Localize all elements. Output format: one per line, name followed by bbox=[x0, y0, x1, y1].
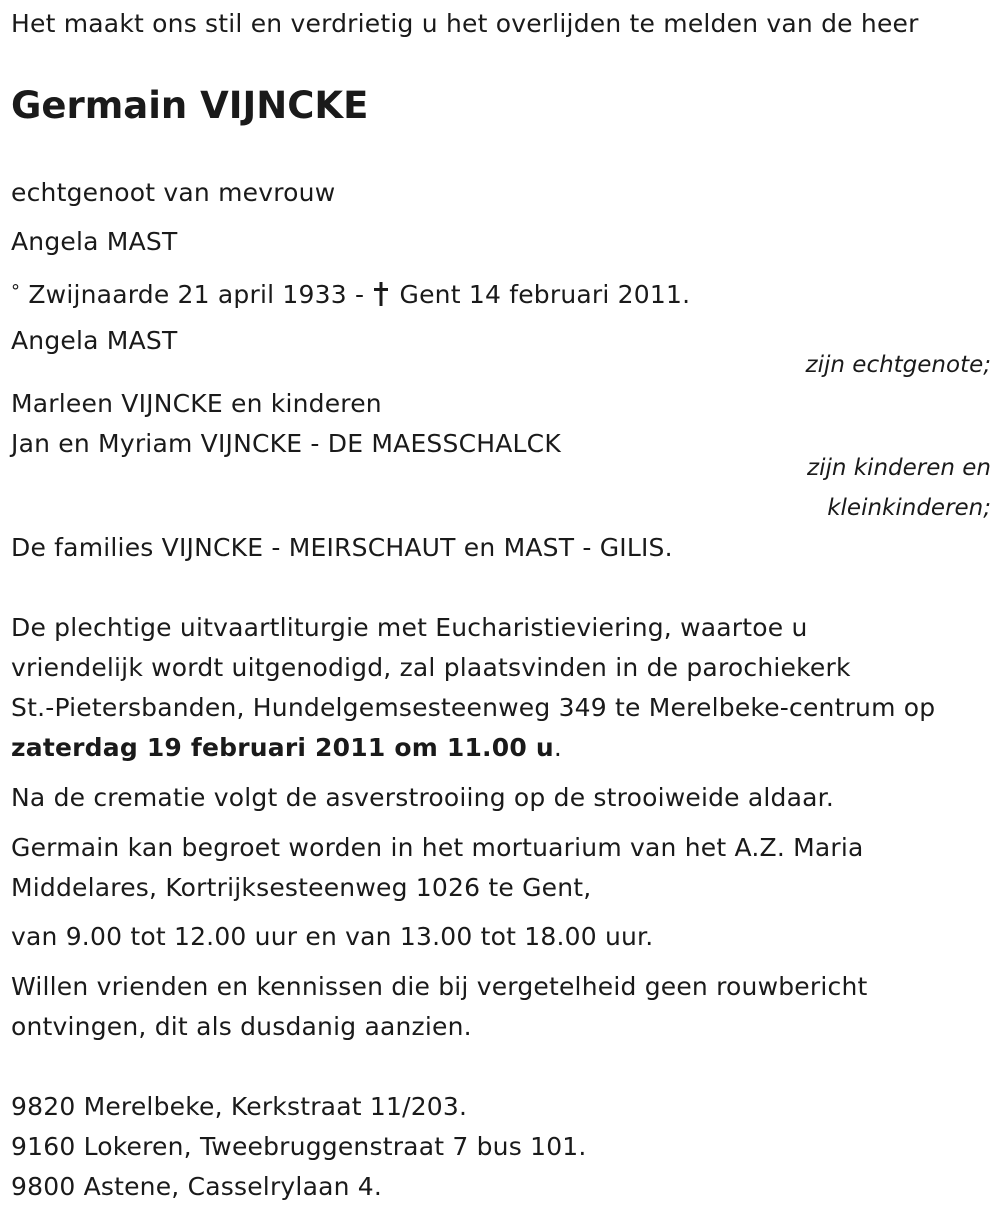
children-role-1: zijn kinderen en bbox=[807, 455, 991, 481]
notice-line-1: Willen vrienden en kennissen die bij vergetelheid geen rouwbericht bbox=[11, 972, 868, 1001]
funeral-date bbox=[11, 728, 562, 768]
notice-line-2: ontvingen, dit als dusdanig aanzien. bbox=[11, 1012, 472, 1041]
funeral-date-end: . bbox=[553, 733, 562, 762]
address-2: 9160 Lokeren, Tweebruggenstraat 7 bus 101. bbox=[11, 1132, 587, 1161]
children-role-2: kleinkinderen; bbox=[827, 495, 991, 521]
spouse-intro: echtgenoot van mevrouw bbox=[11, 178, 336, 207]
spouse-name: Angela MAST bbox=[11, 227, 178, 256]
birth-text: Zwijnaarde 21 april 1933 - bbox=[28, 280, 365, 309]
life-dates bbox=[11, 272, 690, 315]
visit-line-2: Middelares, Kortrijksesteenweg 1026 te Gent, bbox=[11, 873, 592, 902]
families-text: De families VIJNCKE - MEIRSCHAUT en MAST - GILIS. bbox=[11, 533, 673, 562]
funeral-line-2: vriendelijk wordt uitgenodigd, zal plaatsvinden in de parochiekerk bbox=[11, 653, 851, 682]
birth-mark: ° bbox=[11, 281, 21, 302]
address-3: 9800 Astene, Casselrylaan 4. bbox=[11, 1172, 383, 1201]
family-spouse: Angela MAST bbox=[11, 326, 178, 355]
family-child-1: Marleen VIJNCKE en kinderen bbox=[11, 389, 382, 418]
funeral-line-1: De plechtige uitvaartliturgie met Eucharistieviering, waartoe u bbox=[11, 613, 808, 642]
address-1: 9820 Merelbeke, Kerkstraat 11/203. bbox=[11, 1092, 468, 1121]
family-child-2: Jan en Myriam VIJNCKE - DE MAESSCHALCK bbox=[11, 429, 561, 458]
funeral-date-bold: zaterdag 19 februari 2011 om 11.00 u bbox=[11, 733, 554, 762]
cross-icon bbox=[374, 282, 388, 306]
deceased-name: Germain VIJNCKE bbox=[11, 84, 369, 127]
funeral-line-3: St.-Pietersbanden, Hundelgemsesteenweg 349 te Merelbeke-centrum op bbox=[11, 693, 936, 722]
visit-hours: van 9.00 tot 12.00 uur en van 13.00 tot 18.00 uur. bbox=[11, 922, 654, 951]
spouse-role: zijn echtgenote; bbox=[805, 352, 991, 378]
visit-line-1: Germain kan begroet worden in het mortuarium van het A.Z. Maria bbox=[11, 833, 864, 862]
death-text: Gent 14 februari 2011. bbox=[399, 280, 691, 309]
cremation-text: Na de crematie volgt de asverstrooiing op de strooiweide aldaar. bbox=[11, 783, 834, 812]
intro-text: Het maakt ons stil en verdrietig u het overlijden te melden van de heer bbox=[11, 9, 919, 38]
